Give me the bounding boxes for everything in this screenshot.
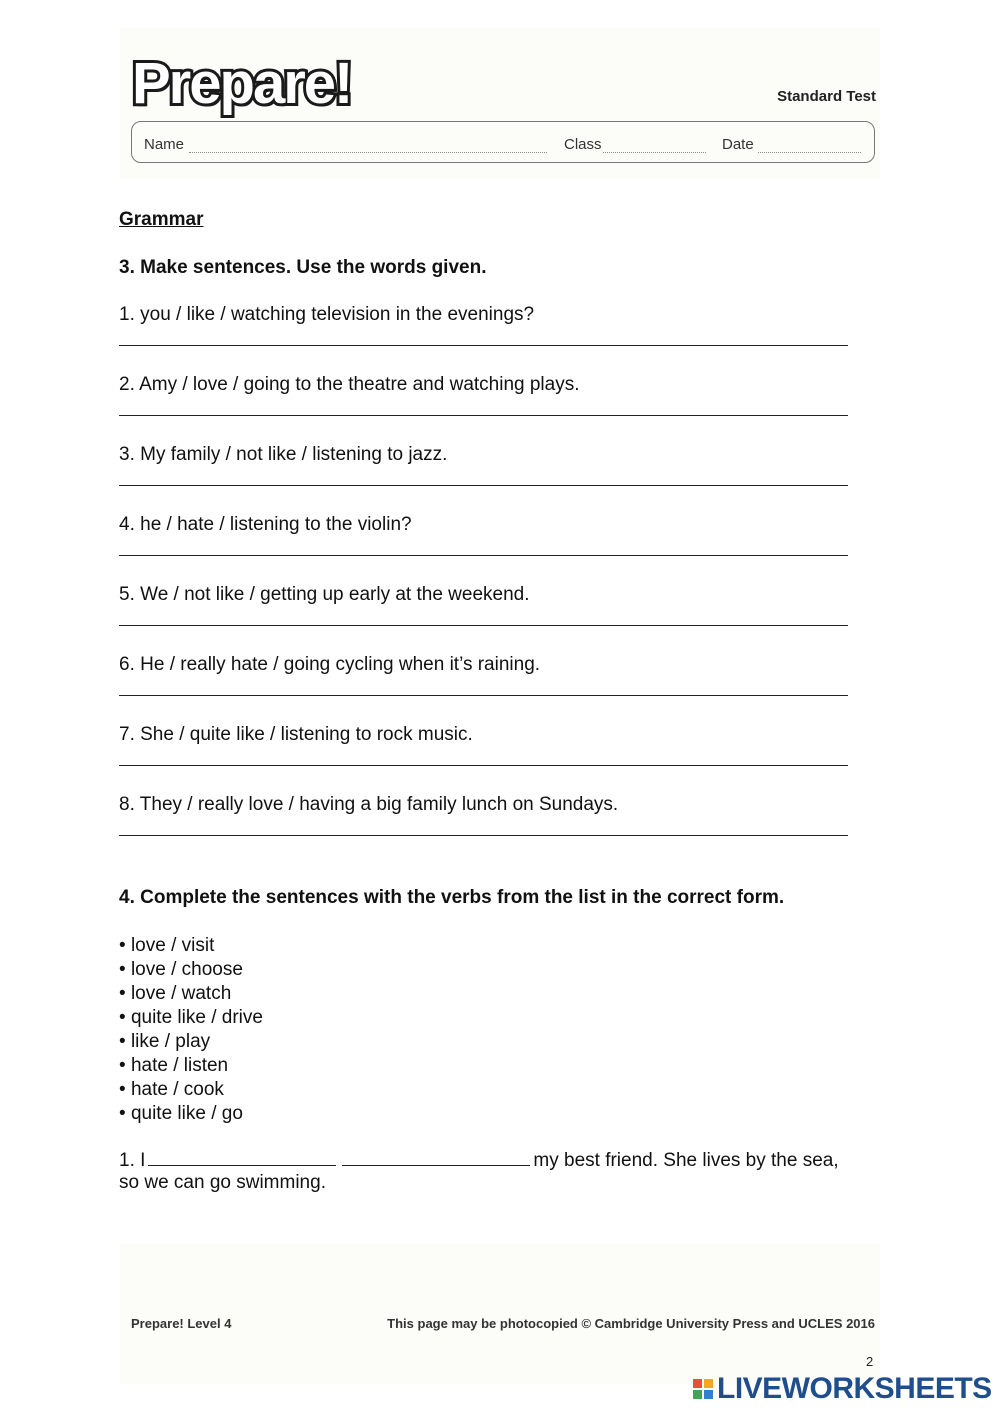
name-label: Name bbox=[144, 136, 185, 153]
answer-line-3[interactable] bbox=[119, 485, 848, 486]
footer-copyright: This page may be photocopied © Cambridge University Press and UCLES 2016 bbox=[387, 1316, 875, 1331]
word-list-item: • love / choose bbox=[119, 959, 243, 980]
gap-input-1[interactable] bbox=[148, 1149, 336, 1166]
grid-cell bbox=[704, 1390, 713, 1399]
date-label: Date bbox=[722, 136, 754, 153]
exercise3-item-6: 6. He / really hate / going cycling when it’s raining. bbox=[119, 654, 541, 675]
exercise3-item-8: 8. They / really love / having a big family lunch on Sundays. bbox=[119, 794, 619, 815]
bullet-icon: • bbox=[119, 959, 126, 980]
prepare-logo: Prepare! bbox=[132, 51, 352, 116]
bullet-icon: • bbox=[119, 935, 126, 956]
liveworksheets-logo[interactable] bbox=[693, 1372, 992, 1406]
test-type-label: Standard Test bbox=[777, 88, 876, 105]
exercise4-instruction: 4. Complete the sentences with the verbs from the list in the correct form. bbox=[119, 887, 785, 908]
exercise3-instruction: 3. Make sentences. Use the words given. bbox=[119, 257, 487, 278]
footer-band bbox=[120, 1244, 880, 1384]
exercise3-item-2: 2. Amy / love / going to the theatre and watching plays. bbox=[119, 374, 580, 395]
student-info-box bbox=[131, 121, 875, 163]
exercise3-item-3: 3. My family / not like / listening to jazz. bbox=[119, 444, 448, 465]
page-number: 2 bbox=[866, 1354, 874, 1369]
bullet-icon: • bbox=[119, 1007, 126, 1028]
answer-line-6[interactable] bbox=[119, 695, 848, 696]
exercise3-item-1: 1. you / like / watching television in the evenings? bbox=[119, 304, 535, 325]
bullet-icon: • bbox=[119, 1079, 126, 1100]
word-list-item: • love / visit bbox=[119, 935, 215, 956]
bullet-icon: • bbox=[119, 1055, 126, 1076]
exercise3-item-7: 7. She / quite like / listening to rock music. bbox=[119, 724, 473, 745]
liveworksheets-brand: LIVEWORKSHEETS bbox=[717, 1372, 992, 1405]
grid-cell bbox=[693, 1390, 702, 1399]
exercise4-sentence-1-continuation: so we can go swimming. bbox=[119, 1172, 326, 1193]
word-list-item: • quite like / go bbox=[119, 1103, 243, 1124]
word-list-item: • hate / cook bbox=[119, 1079, 224, 1100]
bullet-icon: • bbox=[119, 1031, 126, 1052]
exercise3-item-4: 4. he / hate / listening to the violin? bbox=[119, 514, 412, 535]
answer-line-4[interactable] bbox=[119, 555, 848, 556]
answer-line-8[interactable] bbox=[119, 835, 848, 836]
name-field[interactable] bbox=[189, 152, 547, 153]
exercise3-item-5: 5. We / not like / getting up early at the weekend. bbox=[119, 584, 530, 605]
grid-cell bbox=[693, 1379, 702, 1388]
answer-line-7[interactable] bbox=[119, 765, 848, 766]
answer-line-5[interactable] bbox=[119, 625, 848, 626]
answer-line-2[interactable] bbox=[119, 415, 848, 416]
exercise4-sentence-1: 1. I my best friend. She lives by the sea, bbox=[119, 1150, 839, 1171]
section-title: Grammar bbox=[119, 209, 204, 230]
word-list-item: • like / play bbox=[119, 1031, 211, 1052]
bullet-icon: • bbox=[119, 983, 126, 1004]
liveworksheets-grid-icon bbox=[693, 1379, 713, 1399]
gap-input-2[interactable] bbox=[342, 1149, 530, 1166]
word-list-item: • hate / listen bbox=[119, 1055, 229, 1076]
date-field[interactable] bbox=[758, 152, 861, 153]
word-list-item: • quite like / drive bbox=[119, 1007, 263, 1028]
grid-cell bbox=[704, 1379, 713, 1388]
footer-level: Prepare! Level 4 bbox=[131, 1316, 232, 1331]
class-label: Class bbox=[564, 136, 602, 153]
answer-line-1[interactable] bbox=[119, 345, 848, 346]
class-field[interactable] bbox=[603, 152, 706, 153]
bullet-icon: • bbox=[119, 1103, 126, 1124]
word-list-item: • love / watch bbox=[119, 983, 232, 1004]
